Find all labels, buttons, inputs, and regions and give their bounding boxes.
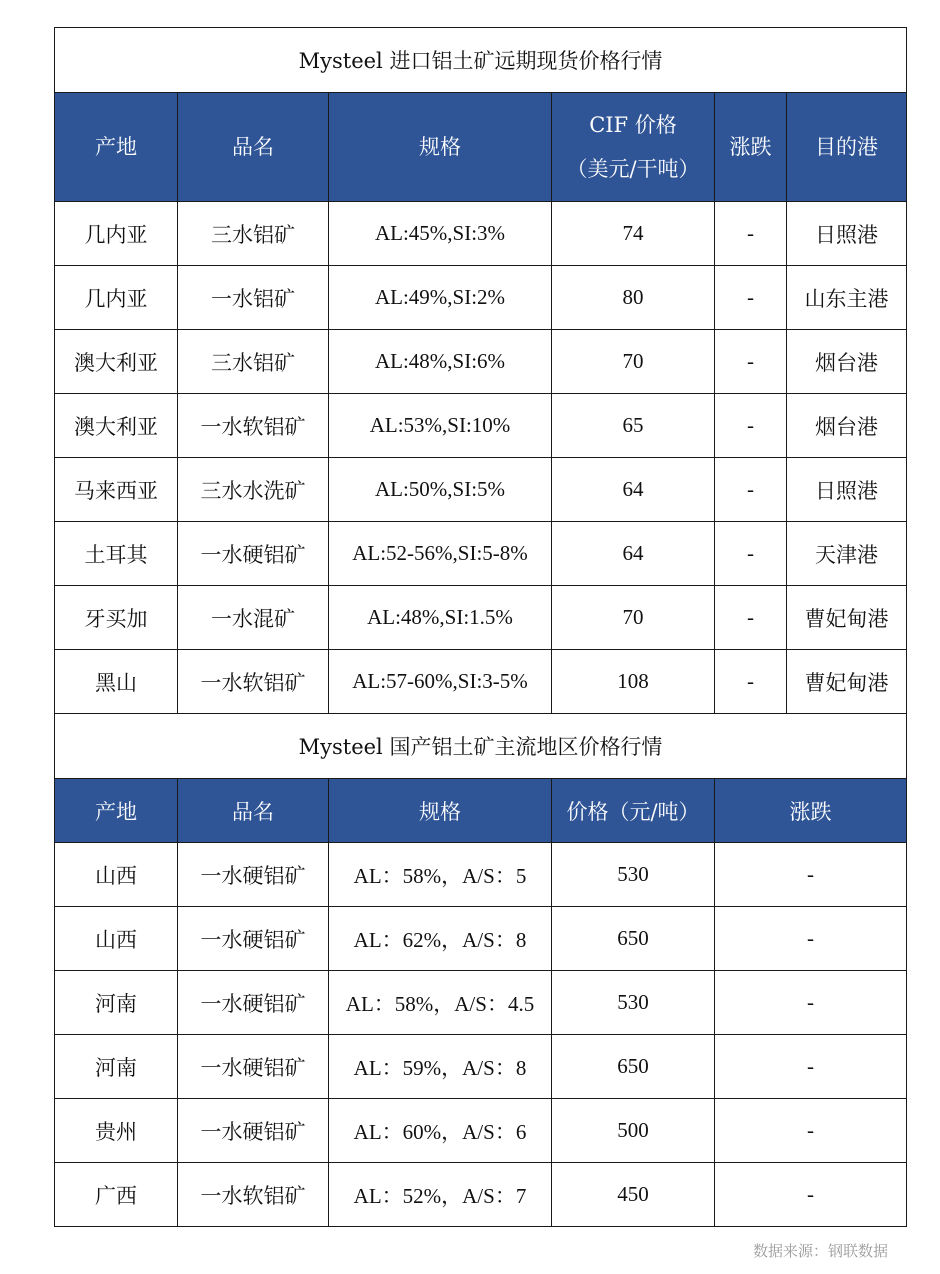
port-cell: 烟台港	[787, 394, 907, 458]
origin-cell: 马来西亚	[55, 458, 178, 522]
product-cell: 三水铝矿	[178, 202, 329, 266]
price-cell: 74	[552, 202, 715, 266]
origin-cell: 贵州	[55, 1099, 178, 1163]
domestic-header-origin: 产地	[55, 779, 178, 843]
price-cell: 530	[552, 843, 715, 907]
port-cell: 曹妃甸港	[787, 650, 907, 714]
spec-cell: AL：52%，A/S：7	[329, 1163, 552, 1227]
product-cell: 一水软铝矿	[178, 1163, 329, 1227]
change-cell: -	[715, 650, 787, 714]
price-cell: 500	[552, 1099, 715, 1163]
import-table-row	[55, 522, 907, 586]
domestic-rows	[55, 843, 907, 1227]
price-cell: 650	[552, 1035, 715, 1099]
import-table-row	[55, 394, 907, 458]
origin-cell: 山西	[55, 843, 178, 907]
product-cell: 一水硬铝矿	[178, 907, 329, 971]
spec-cell: AL:45%,SI:3%	[329, 202, 552, 266]
price-cell: 70	[552, 330, 715, 394]
import-table-row	[55, 458, 907, 522]
origin-cell: 山西	[55, 907, 178, 971]
change-cell: -	[715, 971, 907, 1035]
change-cell: -	[715, 330, 787, 394]
domestic-header-price: 价格（元/吨）	[552, 779, 715, 843]
change-cell: -	[715, 907, 907, 971]
spec-cell: AL:57-60%,SI:3-5%	[329, 650, 552, 714]
price-table	[54, 27, 907, 1227]
import-header-price-line2: （美元/干吨）	[566, 157, 700, 181]
port-cell: 日照港	[787, 202, 907, 266]
price-cell: 64	[552, 522, 715, 586]
import-table-row	[55, 650, 907, 714]
import-header-change: 涨跌	[715, 93, 787, 202]
change-cell: -	[715, 458, 787, 522]
product-cell: 一水混矿	[178, 586, 329, 650]
port-cell: 天津港	[787, 522, 907, 586]
spec-cell: AL:49%,SI:2%	[329, 266, 552, 330]
product-cell: 一水铝矿	[178, 266, 329, 330]
domestic-table-row	[55, 971, 907, 1035]
origin-cell: 河南	[55, 971, 178, 1035]
change-cell: -	[715, 1099, 907, 1163]
change-cell: -	[715, 202, 787, 266]
change-cell: -	[715, 1163, 907, 1227]
product-cell: 一水软铝矿	[178, 650, 329, 714]
change-cell: -	[715, 843, 907, 907]
import-header-row	[55, 93, 907, 202]
change-cell: -	[715, 394, 787, 458]
port-cell: 烟台港	[787, 330, 907, 394]
product-cell: 一水硬铝矿	[178, 1099, 329, 1163]
price-cell: 80	[552, 266, 715, 330]
product-cell: 一水软铝矿	[178, 394, 329, 458]
product-cell: 一水硬铝矿	[178, 522, 329, 586]
origin-cell: 牙买加	[55, 586, 178, 650]
domestic-table-row	[55, 907, 907, 971]
spec-cell: AL:53%,SI:10%	[329, 394, 552, 458]
product-cell: 一水硬铝矿	[178, 843, 329, 907]
domestic-header-product: 品名	[178, 779, 329, 843]
import-table-row	[55, 266, 907, 330]
change-cell: -	[715, 1035, 907, 1099]
import-table-row	[55, 330, 907, 394]
spec-cell: AL：60%，A/S：6	[329, 1099, 552, 1163]
import-header-port: 目的港	[787, 93, 907, 202]
import-table-row	[55, 586, 907, 650]
change-cell: -	[715, 586, 787, 650]
domestic-table-row	[55, 843, 907, 907]
port-cell: 曹妃甸港	[787, 586, 907, 650]
origin-cell: 几内亚	[55, 202, 178, 266]
origin-cell: 几内亚	[55, 266, 178, 330]
import-table-row	[55, 202, 907, 266]
price-cell: 108	[552, 650, 715, 714]
domestic-table-row	[55, 1035, 907, 1099]
change-cell: -	[715, 522, 787, 586]
origin-cell: 河南	[55, 1035, 178, 1099]
change-cell: -	[715, 266, 787, 330]
spec-cell: AL：59%，A/S：8	[329, 1035, 552, 1099]
import-rows	[55, 202, 907, 714]
domestic-table-row	[55, 1099, 907, 1163]
import-header-origin: 产地	[55, 93, 178, 202]
origin-cell: 澳大利亚	[55, 394, 178, 458]
spec-cell: AL：58%，A/S：5	[329, 843, 552, 907]
price-cell: 530	[552, 971, 715, 1035]
spec-cell: AL:52-56%,SI:5-8%	[329, 522, 552, 586]
product-cell: 三水铝矿	[178, 330, 329, 394]
import-header-price-line1: CIF 价格	[589, 113, 677, 137]
origin-cell: 黑山	[55, 650, 178, 714]
domestic-table-title: Mysteel 国产铝土矿主流地区价格行情	[55, 714, 907, 779]
price-cell: 450	[552, 1163, 715, 1227]
origin-cell: 广西	[55, 1163, 178, 1227]
spec-cell: AL:48%,SI:6%	[329, 330, 552, 394]
origin-cell: 澳大利亚	[55, 330, 178, 394]
spec-cell: AL:50%,SI:5%	[329, 458, 552, 522]
product-cell: 三水水洗矿	[178, 458, 329, 522]
domestic-table-row	[55, 1163, 907, 1227]
spec-cell: AL：62%，A/S：8	[329, 907, 552, 971]
price-cell: 65	[552, 394, 715, 458]
domestic-header-spec: 规格	[329, 779, 552, 843]
price-cell: 650	[552, 907, 715, 971]
origin-cell: 土耳其	[55, 522, 178, 586]
spec-cell: AL：58%，A/S：4.5	[329, 971, 552, 1035]
import-header-price	[552, 93, 715, 202]
price-cell: 70	[552, 586, 715, 650]
import-table-title: Mysteel 进口铝土矿远期现货价格行情	[55, 28, 907, 93]
spec-cell: AL:48%,SI:1.5%	[329, 586, 552, 650]
product-cell: 一水硬铝矿	[178, 971, 329, 1035]
product-cell: 一水硬铝矿	[178, 1035, 329, 1099]
domestic-header-row	[55, 779, 907, 843]
data-source-note: 数据来源：钢联数据	[752, 1242, 888, 1260]
import-header-product: 品名	[178, 93, 329, 202]
port-cell: 日照港	[787, 458, 907, 522]
price-cell: 64	[552, 458, 715, 522]
import-header-spec: 规格	[329, 93, 552, 202]
domestic-header-change: 涨跌	[715, 779, 907, 843]
port-cell: 山东主港	[787, 266, 907, 330]
